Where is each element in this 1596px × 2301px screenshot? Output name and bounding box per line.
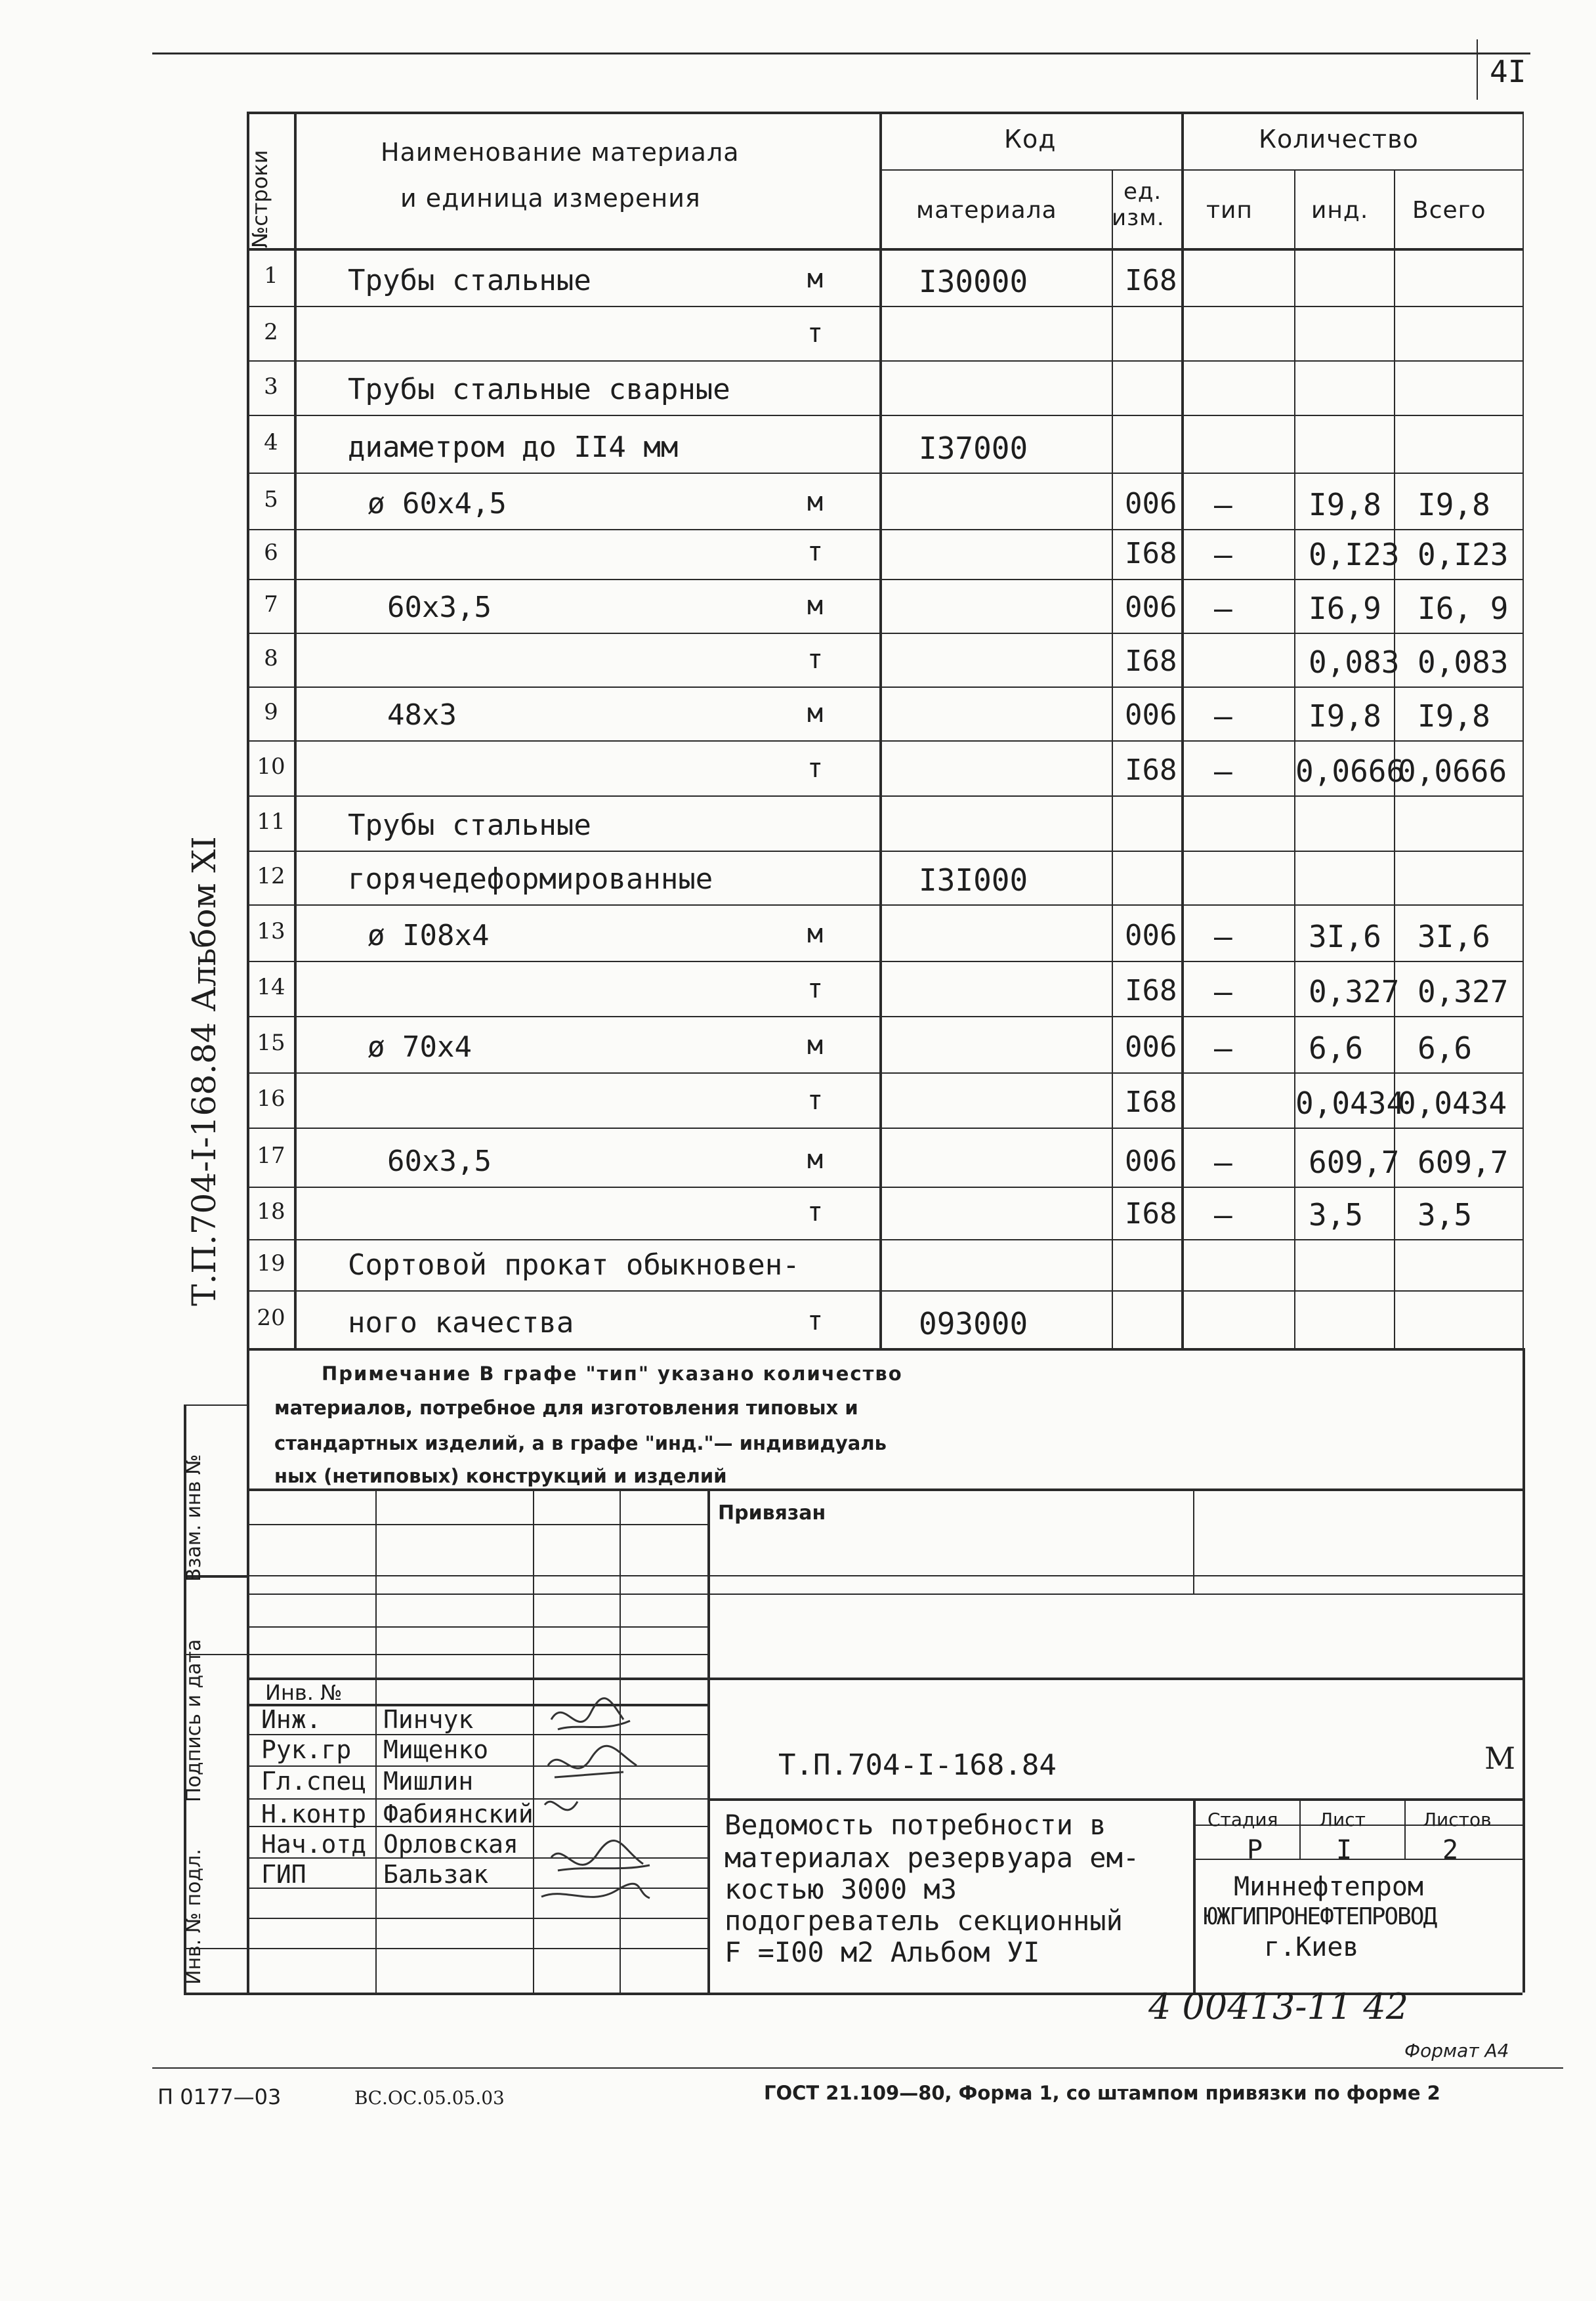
material-name: ø 60x4,5 bbox=[368, 487, 507, 520]
signature-role: Н.контр bbox=[261, 1800, 367, 1828]
stage-label: Стадия bbox=[1208, 1809, 1278, 1830]
stamp-line-5 bbox=[247, 1654, 707, 1655]
row-number: 13 bbox=[257, 918, 285, 944]
quantity-total: I9,8 bbox=[1418, 698, 1490, 734]
stamp-sheet-divider bbox=[1404, 1798, 1406, 1859]
privyazan-label: Привязан bbox=[718, 1502, 826, 1525]
unit-code: 006 bbox=[1125, 591, 1177, 624]
individual-header: инд. bbox=[1311, 197, 1369, 224]
quantity-total: 6,6 bbox=[1418, 1030, 1473, 1066]
letter-mark: М bbox=[1484, 1741, 1516, 1776]
material-code: 093000 bbox=[919, 1306, 1028, 1341]
unit-code: I68 bbox=[1125, 753, 1177, 787]
quantity-type: – bbox=[1214, 974, 1232, 1009]
quantity-total: 3,5 bbox=[1418, 1197, 1473, 1233]
quantity-individual: 609,7 bbox=[1309, 1145, 1400, 1180]
title-line5: F =I00 м2 Альбом УI bbox=[724, 1936, 1040, 1968]
sheets-label: Листов bbox=[1423, 1809, 1492, 1830]
row-number: 3 bbox=[264, 373, 278, 400]
unit-of-measure: м bbox=[807, 919, 824, 949]
quantity-type: – bbox=[1214, 591, 1232, 626]
org-ministry: Миннефтепром bbox=[1234, 1872, 1423, 1902]
name-header-line2: и единица измерения bbox=[400, 184, 701, 213]
stamp-right-border bbox=[1522, 1348, 1525, 1993]
code-header: Код bbox=[1004, 125, 1057, 154]
note-line1: Примечание В графе "тип" указано количество bbox=[322, 1362, 903, 1385]
material-name: диаметром до II4 мм bbox=[348, 431, 679, 464]
row-number: 16 bbox=[257, 1086, 285, 1112]
doc-code: Т.П.704-I-168.84 bbox=[778, 1748, 1057, 1782]
material-name: горячедеформированные bbox=[348, 862, 713, 896]
unit-of-measure: м bbox=[807, 487, 824, 517]
sheet-value: I bbox=[1336, 1835, 1353, 1865]
stamp-line-2 bbox=[247, 1575, 1522, 1576]
unit-code: I68 bbox=[1125, 1197, 1177, 1231]
row-number: 5 bbox=[264, 486, 278, 513]
quantity-total: 0,327 bbox=[1418, 974, 1509, 1009]
footer-gost: ГОСТ 21.109—80, Форма 1, со штампом привязки по форме 2 bbox=[764, 2082, 1440, 2104]
unit-code: I68 bbox=[1125, 974, 1177, 1007]
header-mid-line bbox=[879, 169, 1522, 171]
signature-name: Мищенко bbox=[383, 1735, 489, 1764]
unit-of-measure: м bbox=[807, 1145, 824, 1175]
stamp-stage-bottom bbox=[1193, 1859, 1522, 1860]
org-institute: ЮЖГИПРОНЕФТЕПРОВОД bbox=[1204, 1903, 1437, 1930]
footer-mid-code: ВС.ОС.05.05.03 bbox=[354, 2087, 505, 2109]
row-number-header: №строки bbox=[247, 150, 272, 248]
unit-of-measure: т bbox=[807, 1306, 824, 1336]
quantity-total: I6, 9 bbox=[1418, 591, 1509, 626]
podpis-data-label: Подпись и дата bbox=[182, 1639, 205, 1802]
material-code: I3I000 bbox=[919, 862, 1028, 898]
quantity-type: – bbox=[1214, 1145, 1232, 1180]
quantity-individual: 0,0666 bbox=[1295, 753, 1405, 789]
unit-code: I68 bbox=[1125, 1086, 1177, 1119]
unit-header-line2: изм. bbox=[1112, 205, 1165, 231]
footer-left-code: П 0177—03 bbox=[158, 2084, 282, 2109]
inv-podl-label: Инв. № подл. bbox=[182, 1849, 205, 1985]
material-name: Трубы стальные bbox=[348, 809, 591, 842]
quantity-individual: 0,083 bbox=[1309, 644, 1400, 680]
quantity-individual: 6,6 bbox=[1309, 1030, 1364, 1066]
stamp-signature-line bbox=[247, 1918, 707, 1919]
title-line3: костью 3000 м3 bbox=[724, 1873, 957, 1905]
table-right-border bbox=[1522, 112, 1524, 1348]
quantity-individual: I9,8 bbox=[1309, 487, 1381, 522]
org-city: г.Киев bbox=[1264, 1932, 1359, 1962]
unit-code: 006 bbox=[1125, 1145, 1177, 1178]
quantity-type: – bbox=[1214, 753, 1232, 789]
quantity-type: – bbox=[1214, 919, 1232, 954]
material-name: ø I08x4 bbox=[368, 919, 490, 952]
quantity-individual: 0,0434 bbox=[1295, 1086, 1405, 1121]
row-number: 12 bbox=[257, 863, 285, 889]
quantity-total: 3I,6 bbox=[1418, 919, 1490, 954]
quantity-total: 609,7 bbox=[1418, 1145, 1509, 1180]
stage-value: Р bbox=[1247, 1835, 1263, 1865]
quantity-total: 0,0666 bbox=[1398, 753, 1507, 789]
stamp-stage-divider bbox=[1299, 1798, 1301, 1859]
material-name: 60x3,5 bbox=[387, 1145, 492, 1178]
note-line3: стандартных изделий, а в графе "инд."— индивидуаль bbox=[274, 1432, 887, 1454]
row-number: 7 bbox=[264, 591, 278, 618]
stamp-privyazan-right bbox=[1193, 1488, 1194, 1594]
quantity-type: – bbox=[1214, 698, 1232, 734]
quantity-type: – bbox=[1214, 1197, 1232, 1233]
table-top-border bbox=[247, 112, 1522, 114]
material-code: I37000 bbox=[919, 431, 1028, 466]
name-header-line1: Наименование материала bbox=[381, 138, 740, 167]
unit-header-line1: ед. bbox=[1124, 179, 1162, 205]
material-name: Трубы стальные bbox=[348, 264, 591, 297]
signatures-drawing bbox=[538, 1693, 669, 1916]
signature-name: Мишлин bbox=[383, 1767, 474, 1796]
stamp-signature-line bbox=[247, 1948, 707, 1949]
vzam-inv-label: Взам. инв № bbox=[182, 1454, 205, 1582]
quantity-total: 0,083 bbox=[1418, 644, 1509, 680]
top-rule bbox=[152, 53, 1530, 54]
stamp-col-c bbox=[533, 1488, 534, 1993]
row-line bbox=[247, 1348, 1522, 1351]
unit-code: I68 bbox=[1125, 537, 1177, 570]
row-number: 19 bbox=[257, 1250, 285, 1277]
signature-name: Фабиянский bbox=[383, 1800, 534, 1828]
note-line2: материалов, потребное для изготовления типовых и bbox=[274, 1397, 858, 1419]
quantity-individual: 0,I23 bbox=[1309, 537, 1400, 572]
row-number: 1 bbox=[264, 263, 278, 289]
quantity-individual: I6,9 bbox=[1309, 591, 1381, 626]
material-name: 48x3 bbox=[387, 698, 457, 732]
row-number: 11 bbox=[257, 809, 285, 835]
quantity-individual: 3I,6 bbox=[1309, 919, 1381, 954]
stamp-line-3b bbox=[1193, 1594, 1522, 1595]
total-header: Всего bbox=[1412, 197, 1486, 224]
inv-no-label: Инв. № bbox=[265, 1680, 343, 1705]
signature-role: ГИП bbox=[261, 1860, 306, 1889]
table-row bbox=[247, 306, 1522, 360]
stamp-col-a bbox=[247, 1348, 249, 1993]
quantity-individual: 0,327 bbox=[1309, 974, 1400, 1009]
signature-name: Орловская bbox=[383, 1830, 518, 1859]
row-number: 6 bbox=[264, 539, 278, 566]
title-line2: материалах резервуара ем- bbox=[724, 1842, 1140, 1874]
row-number: 9 bbox=[264, 699, 278, 725]
material-name: Трубы стальные сварные bbox=[348, 373, 730, 406]
sheets-value: 2 bbox=[1442, 1835, 1459, 1865]
stamp-privyazan-top bbox=[247, 1488, 1522, 1491]
title-line4: подогреватель секционный bbox=[724, 1905, 1123, 1937]
sheet-label: Лист bbox=[1319, 1809, 1366, 1830]
quantity-type: – bbox=[1214, 1030, 1232, 1066]
quantity-total: 0,I23 bbox=[1418, 537, 1509, 572]
title-line1: Ведомость потребности в bbox=[724, 1809, 1106, 1841]
unit-of-measure: м bbox=[807, 1030, 824, 1061]
row-number: 20 bbox=[257, 1305, 285, 1331]
material-name: ø 70x4 bbox=[368, 1030, 472, 1064]
unit-of-measure: м bbox=[807, 591, 824, 621]
unit-code: I68 bbox=[1125, 264, 1177, 297]
unit-of-measure: т bbox=[807, 318, 824, 348]
quantity-header: Количество bbox=[1259, 125, 1419, 154]
unit-code: 006 bbox=[1125, 698, 1177, 732]
quantity-total: 0,0434 bbox=[1398, 1086, 1507, 1121]
quantity-total: I9,8 bbox=[1418, 487, 1490, 522]
row-number: 10 bbox=[257, 753, 285, 780]
stamp-title-right bbox=[1193, 1798, 1196, 1993]
signature-role: Инж. bbox=[261, 1705, 322, 1734]
stamp-title-top bbox=[707, 1798, 1522, 1801]
stamp-line-6 bbox=[247, 1678, 1522, 1680]
stamp-col-e bbox=[707, 1488, 710, 1993]
unit-of-measure: т bbox=[807, 974, 824, 1004]
quantity-individual: I9,8 bbox=[1309, 698, 1381, 734]
row-number: 15 bbox=[257, 1030, 285, 1056]
stamp-line-3 bbox=[247, 1594, 1193, 1595]
signature-name: Пинчук bbox=[383, 1705, 474, 1734]
material-name: ного качества bbox=[348, 1306, 574, 1340]
stamp-line-1 bbox=[247, 1524, 707, 1525]
unit-of-measure: т bbox=[807, 1197, 824, 1227]
material-name: Сортовой прокат обыкновен- bbox=[348, 1248, 800, 1282]
material-code-header: материала bbox=[916, 197, 1057, 224]
quantity-individual: 3,5 bbox=[1309, 1197, 1364, 1233]
quantity-type: – bbox=[1214, 487, 1232, 522]
row-number: 14 bbox=[257, 974, 285, 1000]
type-header: тип bbox=[1206, 197, 1253, 224]
signature-role: Рук.гр bbox=[261, 1735, 352, 1764]
format-label: Формат А4 bbox=[1404, 2040, 1509, 2061]
unit-of-measure: т bbox=[807, 644, 824, 675]
material-code: I30000 bbox=[919, 264, 1028, 299]
stamp-line-4 bbox=[247, 1626, 707, 1628]
signature-name: Бальзак bbox=[383, 1860, 489, 1889]
unit-code: 006 bbox=[1125, 1030, 1177, 1064]
signature-role: Нач.отд bbox=[261, 1830, 367, 1859]
unit-of-measure: т bbox=[807, 753, 824, 784]
row-number: 17 bbox=[257, 1143, 285, 1169]
unit-code: I68 bbox=[1125, 644, 1177, 678]
row-number: 4 bbox=[264, 429, 278, 455]
row-number: 18 bbox=[257, 1198, 285, 1225]
sheet-number-divider bbox=[1477, 39, 1478, 100]
note-line4: ных (нетиповых) конструкций и изделий bbox=[274, 1465, 727, 1487]
material-name: 60x3,5 bbox=[387, 591, 492, 624]
album-side-label: Т.П.704-I-168.84 Альбом XI bbox=[185, 836, 223, 1306]
signature-role: Гл.спец bbox=[261, 1767, 367, 1796]
unit-of-measure: т bbox=[807, 537, 824, 567]
row-number: 2 bbox=[264, 318, 278, 345]
unit-code: 006 bbox=[1125, 919, 1177, 952]
unit-of-measure: м bbox=[807, 698, 824, 728]
footer-rule bbox=[152, 2067, 1563, 2069]
sheet-number: 4I bbox=[1490, 54, 1526, 89]
stamp-side-top bbox=[184, 1404, 247, 1406]
row-number: 8 bbox=[264, 645, 278, 671]
stamp-col-b bbox=[375, 1488, 377, 1993]
unit-of-measure: м bbox=[807, 264, 824, 294]
unit-of-measure: т bbox=[807, 1086, 824, 1116]
handwritten-number: 4 00413-11 42 bbox=[1148, 1986, 1409, 2027]
quantity-type: – bbox=[1214, 537, 1232, 572]
unit-code: 006 bbox=[1125, 487, 1177, 520]
